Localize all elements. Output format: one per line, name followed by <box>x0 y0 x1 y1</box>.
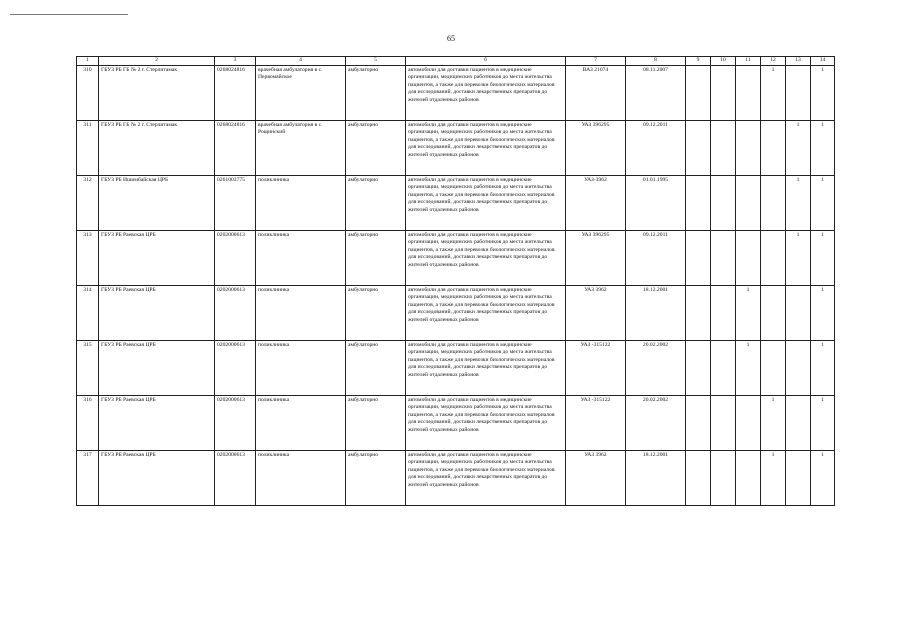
organization-name: ГБУЗ РБ Раевская ЦРБ <box>99 230 215 285</box>
col-9-value <box>686 120 711 175</box>
column-header: 11 <box>736 57 761 66</box>
registration-date: 20.02.2002 <box>626 340 686 395</box>
col-14-value: 1 <box>811 340 835 395</box>
care-type: амбулаторно <box>346 450 406 505</box>
col-10-value <box>711 175 736 230</box>
inn-code: 0202000613 <box>215 450 256 505</box>
col-10-value <box>711 395 736 450</box>
inn-code: 0268024816 <box>215 120 256 175</box>
col-12-value <box>761 340 786 395</box>
col-12-value: 1 <box>761 395 786 450</box>
col-14-value: 1 <box>811 230 835 285</box>
col-13-value <box>786 285 811 340</box>
col-13-value: 1 <box>786 120 811 175</box>
vehicle-purpose: автомобили для доставки пациентов в медицинские организации, медицинских работников до места жительства пациентов, а также для перевозки биологических материалов для исследований, доставки лекарственных препаратов до жителей отдаленных районов <box>406 175 566 230</box>
row-number: 317 <box>77 450 99 505</box>
registration-date: 18.12.2001 <box>626 285 686 340</box>
vehicle-purpose: автомобили для доставки пациентов в медицинские организации, медицинских работников до места жительства пациентов, а также для перевозки биологических материалов для исследований, доставки лекарственных препаратов до жителей отдаленных районов <box>406 65 566 120</box>
col-14-value: 1 <box>811 65 835 120</box>
column-header: 7 <box>566 57 626 66</box>
row-number: 315 <box>77 340 99 395</box>
register-table <box>76 56 835 506</box>
care-type: амбулаторно <box>346 65 406 120</box>
registration-date: 18.12.2001 <box>626 450 686 505</box>
header-row <box>77 57 835 66</box>
col-11-value <box>736 450 761 505</box>
row-number: 316 <box>77 395 99 450</box>
col-9-value <box>686 230 711 285</box>
organization-name: ГБУЗ РБ Раевская ЦРБ <box>99 285 215 340</box>
col-10-value <box>711 65 736 120</box>
col-11-value <box>736 65 761 120</box>
row-number: 312 <box>77 175 99 230</box>
inn-code: 0268024816 <box>215 65 256 120</box>
vehicle-model: УАЗ 396295 <box>566 230 626 285</box>
col-11-value: 1 <box>736 340 761 395</box>
column-header: 2 <box>99 57 215 66</box>
col-14-value: 1 <box>811 450 835 505</box>
care-type: амбулаторно <box>346 340 406 395</box>
col-13-value <box>786 450 811 505</box>
inn-code: 0202000613 <box>215 340 256 395</box>
registration-date: 20.02.2002 <box>626 395 686 450</box>
vehicle-model: УАЗ -315122 <box>566 395 626 450</box>
vehicle-model: УАЗ 396295 <box>566 120 626 175</box>
col-9-value <box>686 340 711 395</box>
col-12-value: 1 <box>761 65 786 120</box>
table-row <box>77 175 835 230</box>
unit-name: врачебная амбулатория в с. Рощинский <box>256 120 346 175</box>
care-type: амбулаторно <box>346 175 406 230</box>
row-number: 311 <box>77 120 99 175</box>
column-header: 1 <box>77 57 99 66</box>
inn-code: 0202000613 <box>215 395 256 450</box>
organization-name: ГБУЗ РБ ГБ № 2 г. Стерлитамак <box>99 65 215 120</box>
table-row <box>77 285 835 340</box>
page-number: 65 <box>447 34 455 43</box>
col-9-value <box>686 65 711 120</box>
col-9-value <box>686 395 711 450</box>
col-9-value <box>686 175 711 230</box>
unit-name: поликлиника <box>256 175 346 230</box>
table-row <box>77 120 835 175</box>
inn-code: 0202000613 <box>215 230 256 285</box>
care-type: амбулаторно <box>346 285 406 340</box>
vehicle-purpose: автомобили для доставки пациентов в медицинские организации, медицинских работников до места жительства пациентов, а также для перевозки биологических материалов для исследований, доставки лекарственных препаратов до жителей отдаленных районов <box>406 340 566 395</box>
col-12-value: 1 <box>761 450 786 505</box>
column-header: 6 <box>406 57 566 66</box>
registration-date: 09.12.2011 <box>626 230 686 285</box>
col-10-value <box>711 230 736 285</box>
table-row <box>77 395 835 450</box>
column-header: 4 <box>256 57 346 66</box>
column-header: 14 <box>811 57 835 66</box>
vehicle-purpose: автомобили для доставки пациентов в медицинские организации, медицинских работников до места жительства пациентов, а также для перевозки биологических материалов для исследований, доставки лекарственных препаратов до жителей отдаленных районов <box>406 230 566 285</box>
registration-date: 08.11.2007 <box>626 65 686 120</box>
col-13-value: 1 <box>786 230 811 285</box>
vehicle-model: УАЗ 3962 <box>566 450 626 505</box>
vehicle-model: УАЗ-3962 <box>566 175 626 230</box>
care-type: амбулаторно <box>346 230 406 285</box>
col-14-value: 1 <box>811 395 835 450</box>
organization-name: ГБУЗ РБ Раевская ЦРБ <box>99 450 215 505</box>
organization-name: ГБУЗ РБ Ишимбайская ЦРБ <box>99 175 215 230</box>
vehicle-purpose: автомобили для доставки пациентов в медицинские организации, медицинских работников до места жительства пациентов, а также для перевозки биологических материалов для исследований, доставки лекарственных препаратов до жителей отдаленных районов <box>406 450 566 505</box>
col-10-value <box>711 285 736 340</box>
col-13-value <box>786 65 811 120</box>
registration-date: 09.12.2011 <box>626 120 686 175</box>
col-13-value: 1 <box>786 175 811 230</box>
col-9-value <box>686 285 711 340</box>
col-13-value <box>786 340 811 395</box>
vehicle-model: УАЗ 3962 <box>566 285 626 340</box>
col-12-value <box>761 175 786 230</box>
column-header: 5 <box>346 57 406 66</box>
inn-code: 0261003775 <box>215 175 256 230</box>
col-12-value <box>761 285 786 340</box>
vehicle-model: ВАЗ 21074 <box>566 65 626 120</box>
col-10-value <box>711 120 736 175</box>
column-header: 12 <box>761 57 786 66</box>
row-number: 314 <box>77 285 99 340</box>
header-rule <box>10 14 128 15</box>
col-11-value <box>736 120 761 175</box>
unit-name: поликлиника <box>256 450 346 505</box>
table-row <box>77 340 835 395</box>
unit-name: поликлиника <box>256 340 346 395</box>
column-header: 10 <box>711 57 736 66</box>
organization-name: ГБУЗ РБ Раевская ЦРБ <box>99 340 215 395</box>
col-12-value <box>761 230 786 285</box>
registration-date: 01.01.1995 <box>626 175 686 230</box>
row-number: 310 <box>77 65 99 120</box>
care-type: амбулаторно <box>346 120 406 175</box>
col-10-value <box>711 340 736 395</box>
col-9-value <box>686 450 711 505</box>
column-header: 13 <box>786 57 811 66</box>
column-header: 3 <box>215 57 256 66</box>
col-14-value: 1 <box>811 285 835 340</box>
col-12-value <box>761 120 786 175</box>
vehicle-model: УАЗ -315122 <box>566 340 626 395</box>
col-11-value: 1 <box>736 285 761 340</box>
unit-name: поликлиника <box>256 230 346 285</box>
col-13-value <box>786 395 811 450</box>
row-number: 313 <box>77 230 99 285</box>
care-type: амбулаторно <box>346 395 406 450</box>
organization-name: ГБУЗ РБ Раевская ЦРБ <box>99 395 215 450</box>
unit-name: поликлиника <box>256 395 346 450</box>
col-10-value <box>711 450 736 505</box>
table-row <box>77 65 835 120</box>
unit-name: поликлиника <box>256 285 346 340</box>
table-row <box>77 450 835 505</box>
column-header: 9 <box>686 57 711 66</box>
col-11-value <box>736 175 761 230</box>
organization-name: ГБУЗ РБ ГБ № 2 г. Стерлитамак <box>99 120 215 175</box>
vehicle-purpose: автомобили для доставки пациентов в медицинские организации, медицинских работников до места жительства пациентов, а также для перевозки биологических материалов для исследований, доставки лекарственных препаратов до жителей отдаленных районов <box>406 120 566 175</box>
unit-name: врачебная амбулатория в с. Первомайское <box>256 65 346 120</box>
col-14-value: 1 <box>811 120 835 175</box>
column-header: 8 <box>626 57 686 66</box>
vehicle-purpose: автомобили для доставки пациентов в медицинские организации, медицинских работников до места жительства пациентов, а также для перевозки биологических материалов для исследований, доставки лекарственных препаратов до жителей отдаленных районов <box>406 395 566 450</box>
col-14-value: 1 <box>811 175 835 230</box>
inn-code: 0202000613 <box>215 285 256 340</box>
col-11-value <box>736 395 761 450</box>
vehicle-purpose: автомобили для доставки пациентов в медицинские организации, медицинских работников до места жительства пациентов, а также для перевозки биологических материалов для исследований, доставки лекарственных препаратов до жителей отдаленных районов <box>406 285 566 340</box>
table-row <box>77 230 835 285</box>
col-11-value <box>736 230 761 285</box>
